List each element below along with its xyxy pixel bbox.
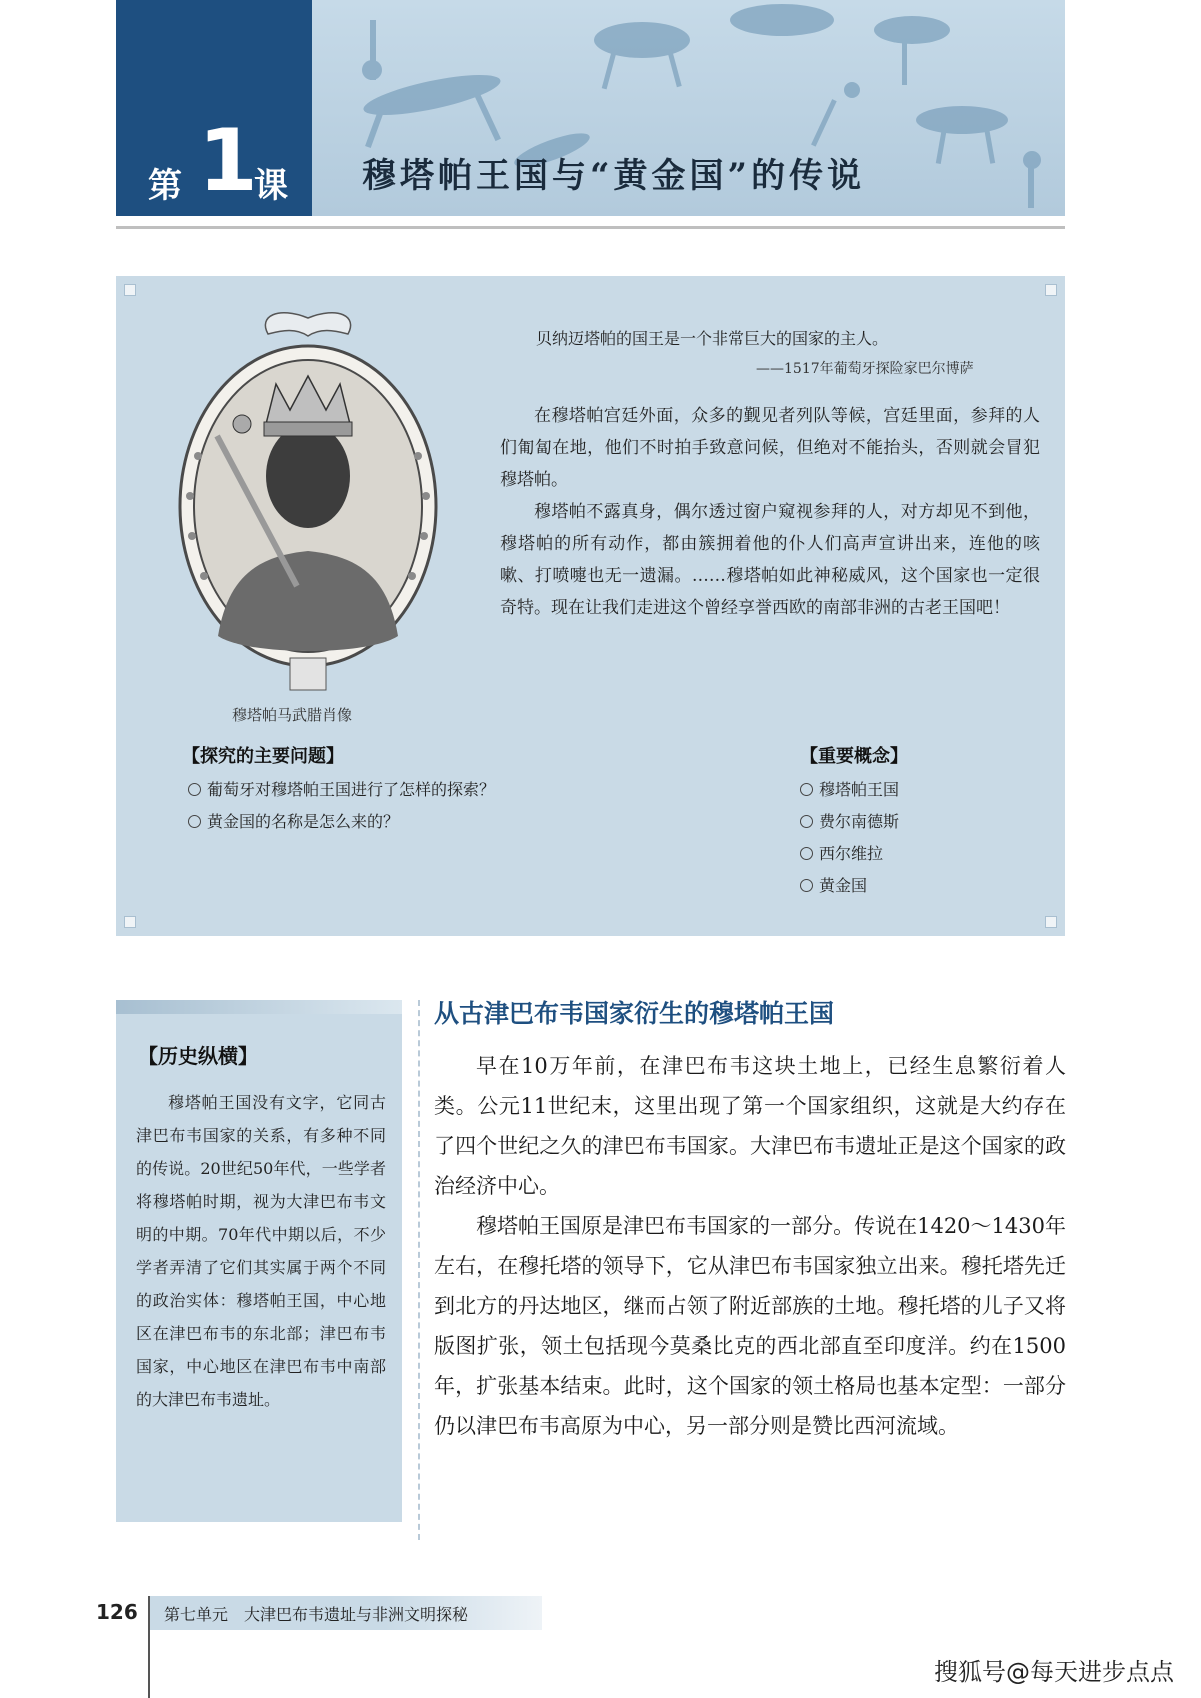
corner-square-icon (124, 916, 136, 928)
body-paragraph: 穆塔帕王国原是津巴布韦国家的一部分。传说在1420～1430年左右，在穆托塔的领导下，它从津巴布韦国家独立出来。穆托塔先迁到北方的丹达地区，继而占领了附近部族的土地。穆托塔的儿子又将版图扩张，领土包括现今莫桑比克的西北部直至印度洋。约在1500年，扩张基本结束。此时，这个国家的领土格局也基本定型：一部分仍以津巴布韦高原为中心，另一部分则是赞比西河流域。 (434, 1214, 1066, 1438)
question-text: 黄金国的名称是怎么来的？ (207, 812, 400, 831)
circle-bullet-icon (800, 783, 813, 796)
sidebar-title: 【历史纵横】 (138, 1044, 258, 1068)
epigraph-quote: 贝纳迈塔帕的国王是一个非常巨大的国家的主人。 (536, 329, 889, 348)
corner-square-icon (1045, 284, 1057, 296)
section-heading: 从古津巴布韦国家衍生的穆塔帕王国 (434, 999, 835, 1028)
sidebar-top-bar (116, 1000, 402, 1014)
concept-item (800, 838, 899, 870)
lesson-prefix: 第 (148, 166, 182, 206)
concept-item (800, 806, 899, 838)
intro-panel (116, 276, 1065, 936)
king-portrait-image (158, 306, 458, 704)
concept-item (800, 774, 899, 806)
source-watermark: 搜狐号@每天进步点点 (934, 1658, 1174, 1686)
concept-text: 黄金国 (819, 876, 868, 895)
lesson-suffix: 课 (254, 166, 288, 206)
circle-bullet-icon (188, 783, 201, 796)
lesson-title: 穆塔帕王国与“黄金国”的传说 (362, 156, 866, 196)
lesson-header (116, 0, 1065, 216)
circle-bullet-icon (800, 815, 813, 828)
section-body (434, 1046, 1066, 1446)
intro-paragraph: 在穆塔帕宫廷外面，众多的觐见者列队等候，宫廷里面，参拜的人们匍匐在地，他们不时拍手致意问候，但绝对不能抬头，否则就会冒犯穆塔帕。 (500, 406, 1040, 490)
circle-bullet-icon (800, 879, 813, 892)
epigraph-source: ——1517年葡萄牙探险家巴尔博萨 (756, 361, 974, 377)
question-text: 葡萄牙对穆塔帕王国进行了怎样的探索？ (207, 780, 496, 799)
concepts-title: 【重要概念】 (800, 746, 908, 767)
intro-paragraph: 穆塔帕不露真身，偶尔透过窗户窥视参拜的人，对方却见不到他，穆塔帕的所有动作，都由簇拥着他的仆人们高声宣讲出来，连他的咳嗽、打喷嚏也无一遗漏。……穆塔帕如此神秘威风，这个国家也一定很奇特。现在让我们走进这个曾经享誉西欧的南部非洲的古老王国吧！ (500, 502, 1040, 618)
rock-painting-banner (312, 0, 1065, 216)
intro-text (500, 400, 1040, 624)
corner-square-icon (1045, 916, 1057, 928)
body-paragraph: 早在10万年前，在津巴布韦这块土地上，已经生息繁衍着人类。公元11世纪末，这里出现了第一个国家组织，这就是大约存在了四个世纪之久的津巴布韦国家。大津巴布韦遗址正是这个国家的政治经济中心。 (434, 1054, 1066, 1198)
concept-item (800, 870, 899, 902)
corner-square-icon (124, 284, 136, 296)
history-sidebar (116, 1000, 402, 1522)
lesson-number: 1 (198, 111, 258, 211)
unit-footer (150, 1596, 542, 1630)
circle-bullet-icon (800, 847, 813, 860)
header-divider (116, 226, 1065, 229)
concept-text: 费尔南德斯 (819, 812, 900, 831)
circle-bullet-icon (188, 815, 201, 828)
concept-text: 穆塔帕王国 (819, 780, 900, 799)
questions-title: 【探究的主要问题】 (182, 746, 344, 767)
question-item (188, 806, 495, 838)
concept-text: 西尔维拉 (819, 844, 884, 863)
sidebar-text: 穆塔帕王国没有文字，它同古津巴布韦国家的关系，有多种不同的传说。20世纪50年代，一些学者将穆塔帕时期，视为大津巴布韦文明的中期。70年代中期以后，不少学者弄清了它们其实属于两个不同的政治实体：穆塔帕王国，中心地区在津巴布韦的东北部；津巴布韦国家，中心地区在津巴布韦中南部的大津巴布韦遗址。 (136, 1093, 386, 1409)
portrait-caption: 穆塔帕马武腊肖像 (232, 706, 353, 724)
questions-list (188, 774, 495, 838)
unit-title: 第七单元 大津巴布韦遗址与非洲文明探秘 (164, 1605, 469, 1624)
question-item (188, 774, 495, 806)
lesson-number-box (116, 0, 312, 216)
column-divider (418, 1000, 420, 1540)
concepts-list (800, 774, 899, 902)
page-number: 126 (96, 1600, 138, 1624)
